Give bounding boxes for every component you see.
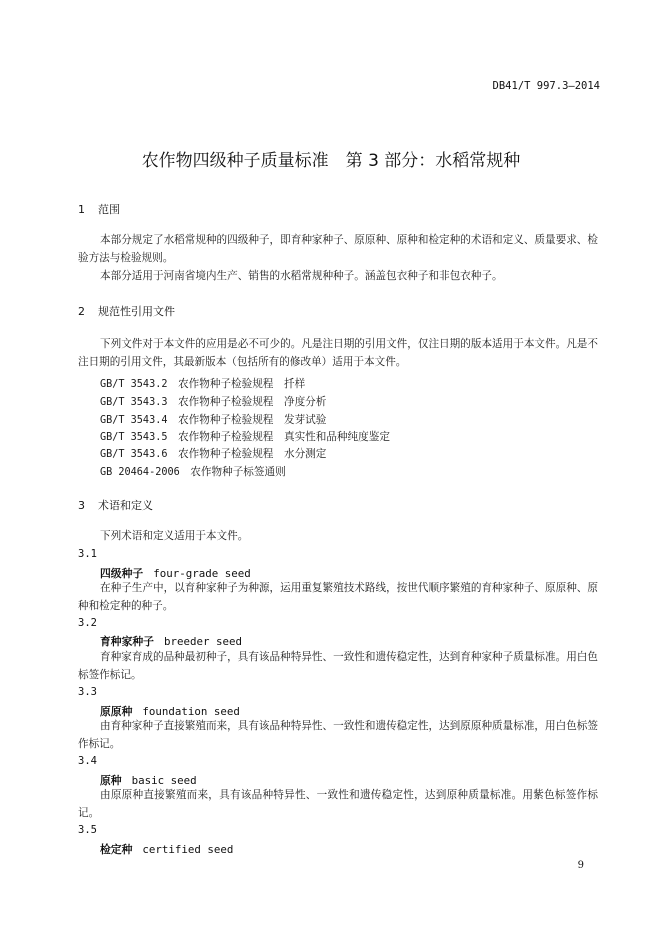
section-number: 3	[78, 499, 85, 512]
reference-title: 农作物种子标签通则	[190, 466, 286, 478]
term-number: 3.1	[78, 548, 97, 560]
reference-item	[100, 412, 326, 427]
section-2-paragraph-1: 下列文件对于本文件的应用是必不可少的。凡是注日期的引用文件，仅注日期的版本适用于本文件。凡是不注日期的引用文件，其最新版本（包括所有的修改单）适用于本文件。	[78, 338, 598, 368]
term-chinese: 检定种	[100, 843, 133, 856]
reference-item	[100, 446, 326, 461]
term-english: foundation seed	[142, 705, 240, 718]
reference-code: GB 20464-2006	[100, 467, 180, 478]
term-chinese: 原原种	[100, 705, 133, 718]
reference-title: 农作物种子检验规程 扦样	[178, 378, 306, 390]
standard-code: DB41/T 997.3—2014	[492, 80, 600, 92]
term-english: certified seed	[142, 843, 234, 856]
term-english: four-grade seed	[153, 567, 251, 580]
reference-item	[100, 376, 305, 391]
reference-title: 农作物种子检验规程 真实性和品种纯度鉴定	[178, 431, 390, 443]
reference-code: GB/T 3543.2	[100, 379, 168, 390]
reference-code: GB/T 3543.6	[100, 449, 168, 460]
section-2-heading	[78, 303, 175, 319]
term-heading	[100, 704, 240, 719]
section-number: 1	[78, 203, 85, 216]
reference-title: 农作物种子检验规程 水分测定	[178, 448, 327, 460]
term-heading	[100, 842, 233, 857]
section-1-heading	[78, 201, 120, 217]
reference-code: GB/T 3543.5	[100, 432, 168, 443]
section-1-paragraph-1: 本部分规定了水稻常规种的四级种子，即育种家种子、原原种、原种和检定种的术语和定义、质量要求、检验方法与检验规则。	[78, 234, 598, 264]
reference-code: GB/T 3543.4	[100, 415, 168, 426]
term-chinese: 育种家种子	[100, 635, 154, 648]
term-definition: 由育种家种子直接繁殖而来，具有该品种特异性、一致性和遗传稳定性，达到原原种质量标准，用白色标签作标记。	[78, 720, 598, 750]
section-3-intro: 下列术语和定义适用于本文件。	[100, 530, 249, 542]
section-title: 规范性引用文件	[98, 305, 175, 318]
section-number: 2	[78, 305, 85, 318]
section-title: 范围	[98, 203, 120, 216]
section-1-paragraph-2: 本部分适用于河南省境内生产、销售的水稻常规种种子。涵盖包衣种子和非包衣种子。	[100, 270, 503, 282]
section-title: 术语和定义	[98, 499, 153, 512]
term-definition: 在种子生产中，以育种家种子为种源，运用重复繁殖技术路线，按世代顺序繁殖的育种家种子、原原种、原种和检定种的种子。	[78, 582, 598, 612]
reference-item	[100, 464, 286, 479]
reference-title: 农作物种子检验规程 发芽试验	[178, 414, 327, 426]
reference-code: GB/T 3543.3	[100, 397, 168, 408]
term-number: 3.2	[78, 617, 97, 629]
term-number: 3.5	[78, 824, 97, 836]
reference-item	[100, 429, 390, 444]
term-english: basic seed	[131, 774, 197, 787]
term-definition: 育种家育成的品种最初种子，具有该品种特异性、一致性和遗传稳定性，达到育种家种子质量标准。用白色标签作标记。	[78, 651, 598, 681]
page-number: 9	[577, 860, 584, 871]
term-heading	[100, 566, 251, 581]
term-heading	[100, 773, 197, 788]
section-3-heading	[78, 497, 153, 513]
term-chinese: 原种	[100, 774, 122, 787]
reference-title: 农作物种子检验规程 净度分析	[178, 396, 327, 408]
term-chinese: 四级种子	[100, 567, 144, 580]
term-english: breeder seed	[163, 635, 242, 648]
term-definition: 由原原种直接繁殖而来，具有该品种特异性、一致性和遗传稳定性，达到原种质量标准。用紫色标签作标记。	[78, 789, 598, 819]
term-heading	[100, 634, 242, 649]
term-number: 3.4	[78, 755, 97, 767]
document-title: 农作物四级种子质量标准 第 3 部分：水稻常规种	[141, 151, 521, 171]
reference-item	[100, 394, 326, 409]
term-number: 3.3	[78, 686, 97, 698]
